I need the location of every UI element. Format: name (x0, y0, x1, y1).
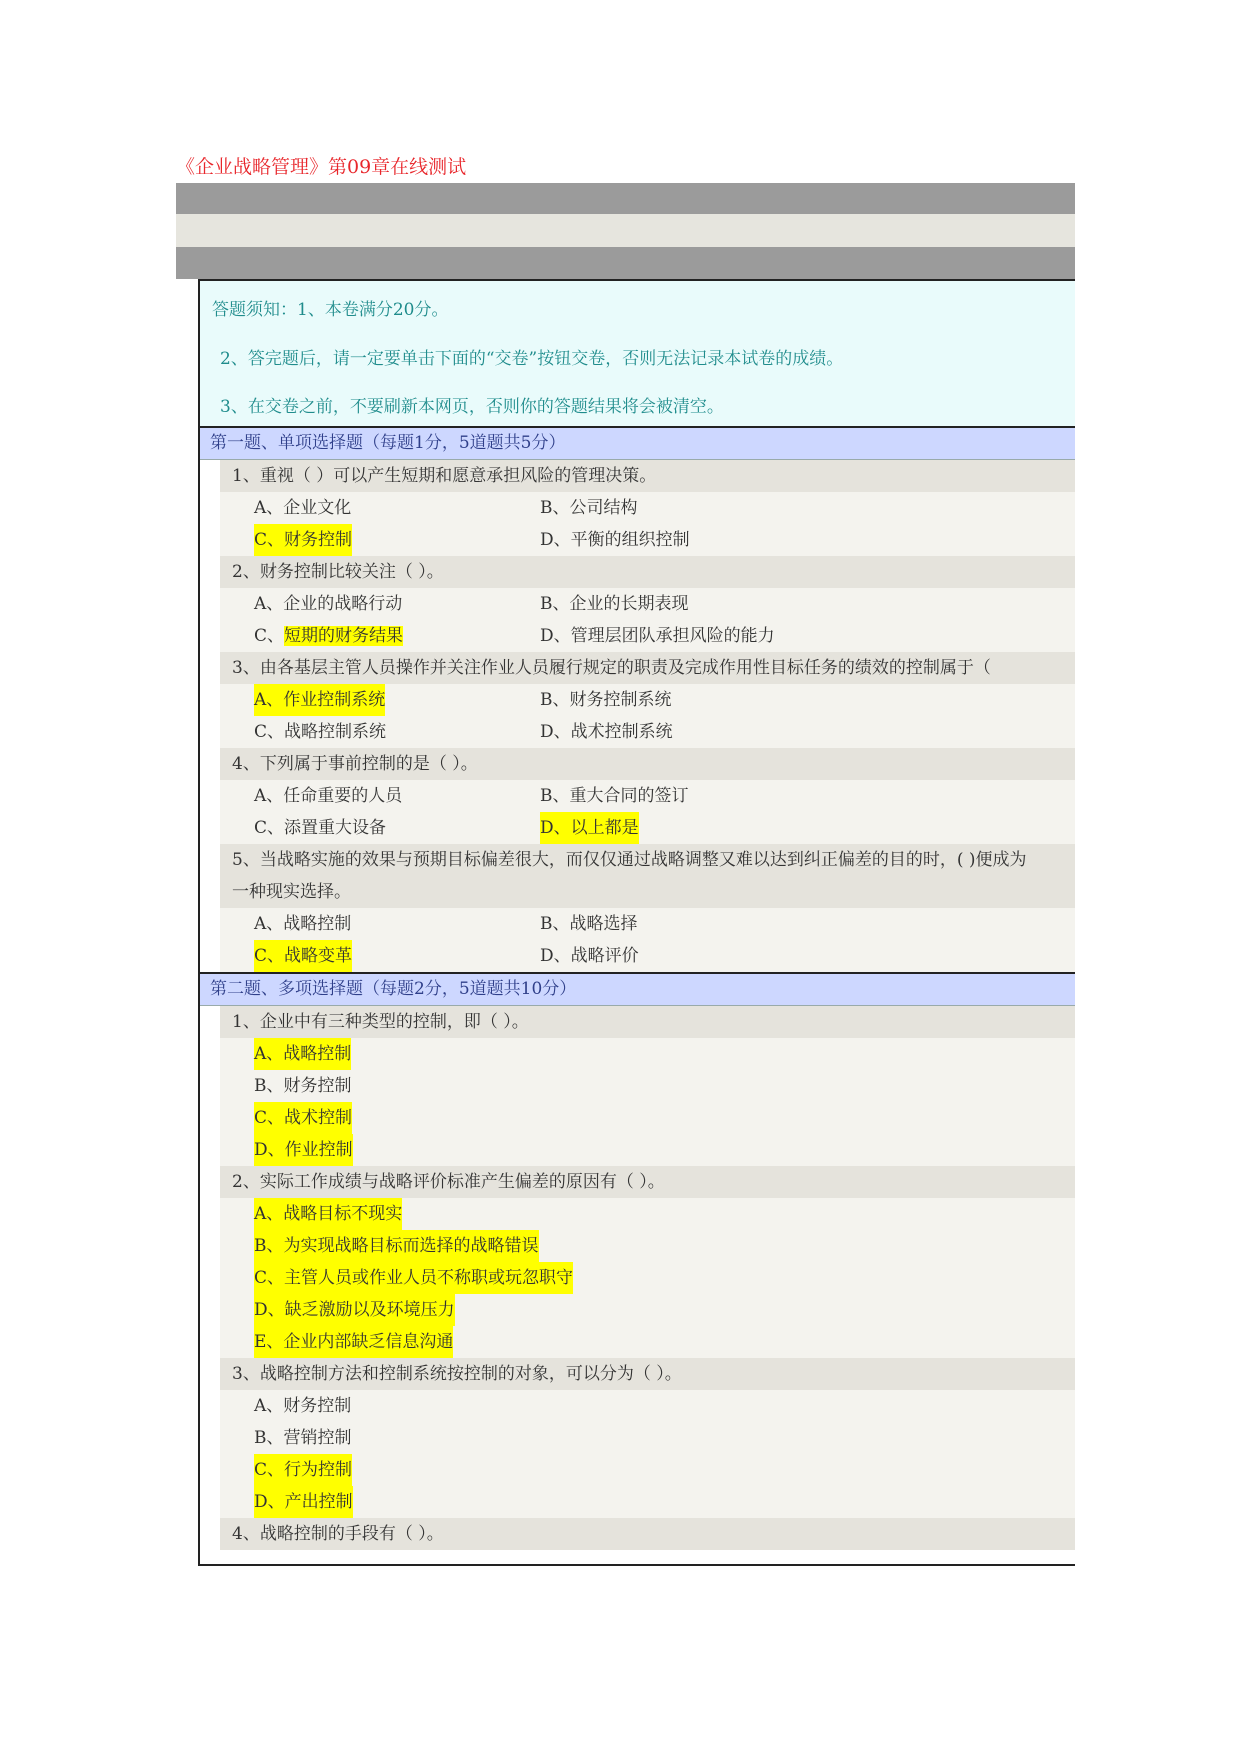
section-heading-multi-choice: 第二题、多项选择题（每题2分，5道题共10分） (200, 972, 1075, 1006)
option-d[interactable]: D、平衡的组织控制 (540, 530, 690, 550)
question-text: 2、实际工作成绩与战略评价标准产生偏差的原因有（ ）。 (220, 1166, 1075, 1198)
option-d[interactable]: D、战略评价 (540, 946, 639, 966)
option-c-selected[interactable] (254, 620, 403, 652)
option-c-selected[interactable]: C、主管人员或作业人员不称职或玩忽职守 (254, 1262, 573, 1294)
option-b-selected[interactable]: B、为实现战略目标而选择的战略错误 (254, 1230, 539, 1262)
option-a[interactable]: A、企业的战略行动 (254, 594, 403, 614)
question-text: 2、财务控制比较关注（ ）。 (220, 556, 1075, 588)
notice-line-2: 2、答完题后，请一定要单击下面的“交卷”按钮交卷，否则无法记录本试卷的成绩。 (220, 349, 844, 369)
option-group (220, 492, 1075, 556)
option-b[interactable]: B、公司结构 (540, 498, 638, 518)
option-a[interactable]: A、战略控制 (254, 914, 352, 934)
option-b[interactable]: B、财务控制系统 (540, 690, 672, 710)
exam-panel (198, 279, 1075, 1566)
option-d[interactable]: D、战术控制系统 (540, 722, 673, 742)
option-group (220, 780, 1075, 844)
notice-box (200, 281, 1075, 428)
option-c-selected[interactable]: C、行为控制 (254, 1454, 352, 1486)
question-text: 3、由各基层主管人员操作并关注作业人员履行规定的职责及完成作用性目标任务的绩效的控制属于（ (220, 652, 1075, 684)
question-text: 5、当战略实施的效果与预期目标偏差很大，而仅仅通过战略调整又难以达到纠正偏差的目的时，( )便成为 (220, 844, 1075, 876)
option-group (220, 1038, 1075, 1166)
option-group (220, 1390, 1075, 1518)
header-bar-middle (176, 214, 1075, 247)
option-group (220, 684, 1075, 748)
option-group (220, 908, 1075, 972)
option-b[interactable]: B、营销控制 (254, 1428, 352, 1448)
notice-line-1: 答题须知：1、本卷满分20分。 (212, 300, 449, 320)
option-b[interactable]: B、企业的长期表现 (540, 594, 689, 614)
question-text: 3、战略控制方法和控制系统按控制的对象，可以分为（ ）。 (220, 1358, 1075, 1390)
option-c-selected[interactable]: C、战术控制 (254, 1102, 352, 1134)
option-e-selected[interactable]: E、企业内部缺乏信息沟通 (254, 1326, 453, 1358)
option-b[interactable]: B、战略选择 (540, 914, 638, 934)
option-group (220, 1198, 1075, 1358)
option-group (220, 588, 1075, 652)
header-bar-top (176, 183, 1075, 214)
option-d-selected[interactable]: D、产出控制 (254, 1486, 353, 1518)
option-d-selected[interactable]: D、作业控制 (254, 1134, 353, 1166)
option-c-selected[interactable]: C、财务控制 (254, 524, 352, 556)
section-heading-single-choice: 第一题、单项选择题（每题1分，5道题共5分） (200, 428, 1075, 460)
option-b[interactable]: B、财务控制 (254, 1076, 352, 1096)
option-c-text: 短期的财务结果 (284, 626, 404, 646)
question-text: 4、战略控制的手段有（ ）。 (220, 1518, 1075, 1550)
option-a[interactable]: A、企业文化 (254, 498, 352, 518)
question-text-continued: 一种现实选择。 (220, 876, 1075, 908)
option-a-selected[interactable]: A、战略控制 (254, 1038, 351, 1070)
option-c-selected[interactable]: C、战略变革 (254, 940, 352, 972)
option-c[interactable]: C、战略控制系统 (254, 722, 387, 742)
option-d-selected[interactable]: D、缺乏激励以及环境压力 (254, 1294, 455, 1326)
header-bar-bottom (176, 247, 1075, 279)
option-a-selected[interactable]: A、战略目标不现实 (254, 1198, 402, 1230)
page-title: 《企业战略管理》第09章在线测试 (176, 156, 467, 178)
option-c[interactable]: C、添置重大设备 (254, 818, 387, 838)
option-b[interactable]: B、重大合同的签订 (540, 786, 689, 806)
option-a[interactable]: A、财务控制 (254, 1396, 352, 1416)
option-a[interactable]: A、任命重要的人员 (254, 786, 403, 806)
question-text: 1、重视（ ）可以产生短期和愿意承担风险的管理决策。 (220, 460, 1075, 492)
notice-line-3: 3、在交卷之前，不要刷新本网页，否则你的答题结果将会被清空。 (220, 397, 724, 417)
option-d-selected[interactable]: D、以上都是 (540, 812, 639, 844)
option-d[interactable]: D、管理层团队承担风险的能力 (540, 626, 775, 646)
option-a-selected[interactable]: A、作业控制系统 (254, 684, 385, 716)
option-prefix: C、 (254, 626, 285, 646)
question-text: 1、企业中有三种类型的控制，即（ ）。 (220, 1006, 1075, 1038)
question-text: 4、下列属于事前控制的是（ ）。 (220, 748, 1075, 780)
